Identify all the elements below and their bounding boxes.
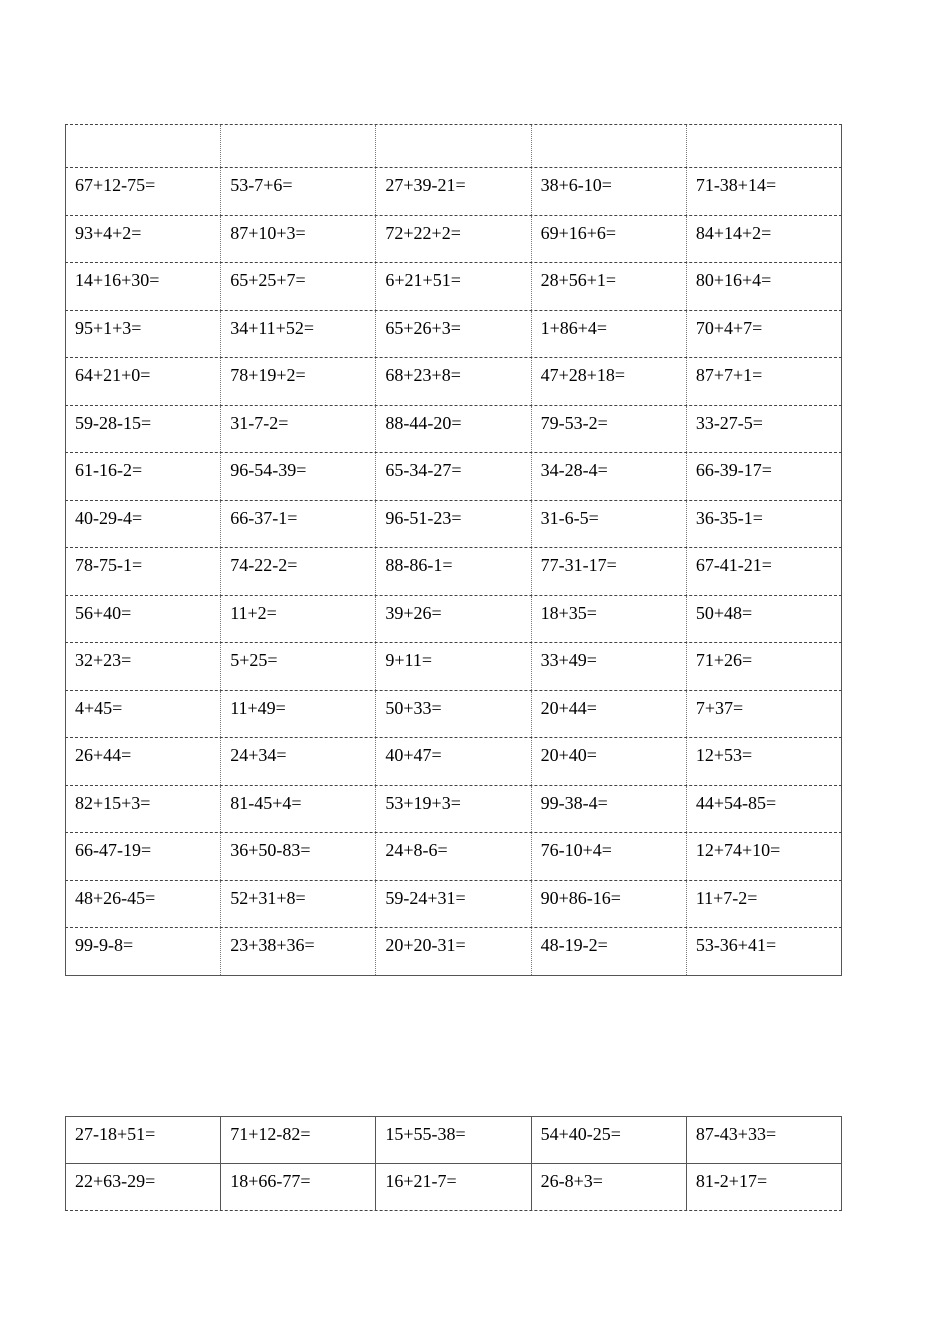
problem-cell: 56+40= <box>75 602 132 623</box>
problem-cell: 87+7+1= <box>686 358 841 405</box>
problem-cell: 18+66-77= <box>220 1164 375 1211</box>
problem-cell: 27-18+51= <box>75 1124 156 1144</box>
table-row <box>65 358 842 406</box>
problem-cell: 18+35= <box>531 596 686 643</box>
problem-cell: 44+54-85= <box>686 786 841 833</box>
table-cell <box>531 125 686 167</box>
problem-cell: 79-53-2= <box>531 406 686 453</box>
problem-cell: 34+11+52= <box>220 311 375 358</box>
problem-cell: 95+1+3= <box>75 317 142 338</box>
problem-cell: 59-24+31= <box>375 881 530 928</box>
problem-cell: 65+26+3= <box>375 311 530 358</box>
problem-cell: 5+25= <box>220 643 375 690</box>
table-cell <box>220 125 375 167</box>
problem-cell: 1+86+4= <box>531 311 686 358</box>
table-row <box>65 501 842 549</box>
problem-cell: 96-54-39= <box>220 453 375 500</box>
table-row <box>65 453 842 501</box>
table-row <box>65 1116 842 1164</box>
table-row <box>65 311 842 359</box>
problem-cell: 33-27-5= <box>686 406 841 453</box>
problem-cell: 14+16+30= <box>75 270 160 290</box>
problem-cell: 24+34= <box>220 738 375 785</box>
problem-cell: 24+8-6= <box>375 833 530 880</box>
problem-cell: 36-35-1= <box>686 501 841 548</box>
problem-cell: 33+49= <box>531 643 686 690</box>
problem-cell: 88-44-20= <box>375 406 530 453</box>
problem-cell: 67+12-75= <box>75 175 156 195</box>
problem-cell: 65+25+7= <box>220 263 375 310</box>
table-row-header <box>65 124 842 168</box>
table-cell <box>66 125 220 167</box>
problem-cell: 7+37= <box>686 691 841 738</box>
problem-cell: 26-8+3= <box>531 1164 686 1211</box>
problem-cell: 28+56+1= <box>531 263 686 310</box>
problem-cell: 88-86-1= <box>375 548 530 595</box>
problem-cell: 32+23= <box>75 650 132 670</box>
problem-cell: 65-34-27= <box>375 453 530 500</box>
table-row <box>65 881 842 929</box>
problem-cell: 48+26-45= <box>75 887 156 908</box>
problem-cell: 66-47-19= <box>75 840 152 860</box>
problem-cell: 11+7-2= <box>686 881 841 928</box>
problem-cell: 81-2+17= <box>686 1164 841 1211</box>
problem-cell: 40+47= <box>375 738 530 785</box>
table-row <box>65 406 842 454</box>
problem-cell: 71+26= <box>686 643 841 690</box>
table-row <box>65 928 842 976</box>
table-row <box>65 263 842 311</box>
problem-cell: 87+10+3= <box>220 216 375 263</box>
problem-cell: 81-45+4= <box>220 786 375 833</box>
table-row <box>65 786 842 834</box>
problem-cell: 93+4+2= <box>75 222 142 243</box>
problem-cell: 47+28+18= <box>531 358 686 405</box>
problem-cell: 20+44= <box>531 691 686 738</box>
problem-cell: 27+39-21= <box>375 168 530 215</box>
problem-cell: 67-41-21= <box>686 548 841 595</box>
problem-cell: 31-7-2= <box>220 406 375 453</box>
problem-cell: 99-9-8= <box>75 935 134 955</box>
problem-cell: 50+33= <box>375 691 530 738</box>
table-row <box>65 168 842 216</box>
problem-cell: 71-38+14= <box>686 168 841 215</box>
problem-cell: 82+15+3= <box>75 792 151 813</box>
problem-cell: 48-19-2= <box>531 928 686 975</box>
table-row <box>65 596 842 644</box>
problem-cell: 64+21+0= <box>75 365 151 385</box>
problem-cell: 36+50-83= <box>220 833 375 880</box>
problem-cell: 53-36+41= <box>686 928 841 975</box>
problem-cell: 72+22+2= <box>375 216 530 263</box>
problem-cell: 90+86-16= <box>531 881 686 928</box>
worksheet-table-top <box>65 124 842 976</box>
problem-cell: 66-39-17= <box>686 453 841 500</box>
problem-cell: 77-31-17= <box>531 548 686 595</box>
problem-cell: 12+53= <box>686 738 841 785</box>
table-row <box>65 548 842 596</box>
table-cell <box>686 125 841 167</box>
problem-cell: 68+23+8= <box>375 358 530 405</box>
problem-cell: 6+21+51= <box>375 263 530 310</box>
problem-cell: 74-22-2= <box>220 548 375 595</box>
problem-cell: 31-6-5= <box>531 501 686 548</box>
problem-cell: 11+49= <box>220 691 375 738</box>
problem-cell: 20+20-31= <box>375 928 530 975</box>
problem-cell: 53-7+6= <box>220 168 375 215</box>
table-row <box>65 738 842 786</box>
problem-cell: 11+2= <box>220 596 375 643</box>
problem-cell: 52+31+8= <box>220 881 375 928</box>
problem-cell: 22+63-29= <box>75 1170 156 1191</box>
problem-cell: 26+44= <box>75 745 132 765</box>
problem-cell: 96-51-23= <box>375 501 530 548</box>
problem-cell: 34-28-4= <box>531 453 686 500</box>
problem-cell: 78-75-1= <box>75 555 143 575</box>
problem-cell: 71+12-82= <box>220 1117 375 1163</box>
problem-cell: 16+21-7= <box>375 1164 530 1211</box>
problem-cell: 15+55-38= <box>375 1117 530 1163</box>
problem-cell: 99-38-4= <box>531 786 686 833</box>
problem-cell: 69+16+6= <box>531 216 686 263</box>
problem-cell: 84+14+2= <box>686 216 841 263</box>
table-row <box>65 691 842 739</box>
problem-cell: 50+48= <box>686 596 841 643</box>
problem-cell: 53+19+3= <box>375 786 530 833</box>
problem-cell: 23+38+36= <box>220 928 375 975</box>
problem-cell: 38+6-10= <box>531 168 686 215</box>
problem-cell: 54+40-25= <box>531 1117 686 1163</box>
problem-cell: 9+11= <box>375 643 530 690</box>
problem-cell: 76-10+4= <box>531 833 686 880</box>
problem-cell: 61-16-2= <box>75 460 143 480</box>
problem-cell: 66-37-1= <box>220 501 375 548</box>
problem-cell: 4+45= <box>75 697 123 718</box>
problem-cell: 78+19+2= <box>220 358 375 405</box>
worksheet-table-bottom <box>65 1116 842 1211</box>
table-row <box>65 833 842 881</box>
problem-cell: 59-28-15= <box>75 412 152 433</box>
problem-cell: 87-43+33= <box>686 1117 841 1163</box>
table-row <box>65 643 842 691</box>
problem-cell: 70+4+7= <box>686 311 841 358</box>
problem-cell: 40-29-4= <box>75 507 143 528</box>
problem-cell: 80+16+4= <box>686 263 841 310</box>
table-row <box>65 216 842 264</box>
table-row <box>65 1164 842 1212</box>
table-cell <box>375 125 530 167</box>
problem-cell: 20+40= <box>531 738 686 785</box>
problem-cell: 39+26= <box>375 596 530 643</box>
problem-cell: 12+74+10= <box>686 833 841 880</box>
